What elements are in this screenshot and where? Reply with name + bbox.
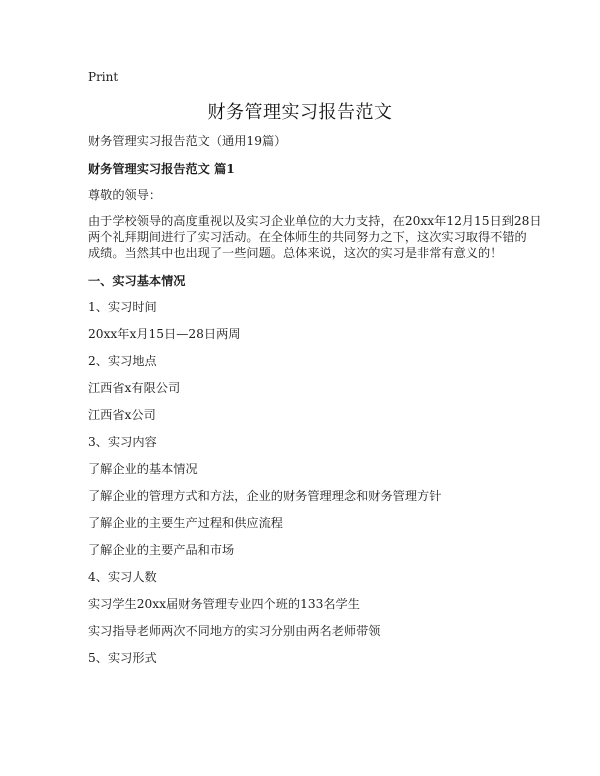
document-subtitle: 财务管理实习报告范文（通用19篇） (88, 134, 287, 148)
part-heading: 一、实习基本情况 (88, 274, 186, 288)
print-link[interactable]: Print (88, 70, 119, 84)
greeting: 尊敬的领导： (88, 188, 162, 202)
list-item: 了解企业的主要生产过程和供应流程 (88, 516, 283, 530)
list-item: 江西省x公司 (88, 408, 156, 422)
list-item: 江西省x有限公司 (88, 381, 181, 395)
intro-line: 两个礼拜期间进行了实习活动。在全体师生的共同努力之下，这次实习取得不错的 (88, 230, 527, 244)
list-item: 5、实习形式 (88, 651, 157, 665)
list-item: 实习学生20xx届财务管理专业四个班的133名学生 (88, 597, 360, 611)
list-item: 3、实习内容 (88, 435, 157, 449)
list-item: 了解企业的主要产品和市场 (88, 543, 235, 557)
document-title: 财务管理实习报告范文 (207, 102, 393, 123)
list-item: 4、实习人数 (88, 570, 157, 584)
list-item: 实习指导老师两次不同地方的实习分别由两名老师带领 (88, 624, 381, 638)
list-item: 了解企业的管理方式和方法，企业的财务管理理念和财务管理方针 (88, 489, 442, 503)
list-item: 1、实习时间 (88, 300, 157, 314)
list-item: 了解企业的基本情况 (88, 462, 198, 476)
list-item: 20xx年x月15日—28日两周 (88, 327, 241, 341)
intro-line: 由于学校领导的高度重视以及实习企业单位的大力支持，在20xx年12月15日到28日 (88, 214, 542, 228)
section-heading: 财务管理实习报告范文 篇1 (88, 162, 235, 176)
intro-paragraph (88, 213, 542, 261)
list-item: 2、实习地点 (88, 354, 157, 368)
intro-line: 成绩。当然其中也出现了一些问题。总体来说，这次的实习是非常有意义的！ (88, 246, 503, 260)
